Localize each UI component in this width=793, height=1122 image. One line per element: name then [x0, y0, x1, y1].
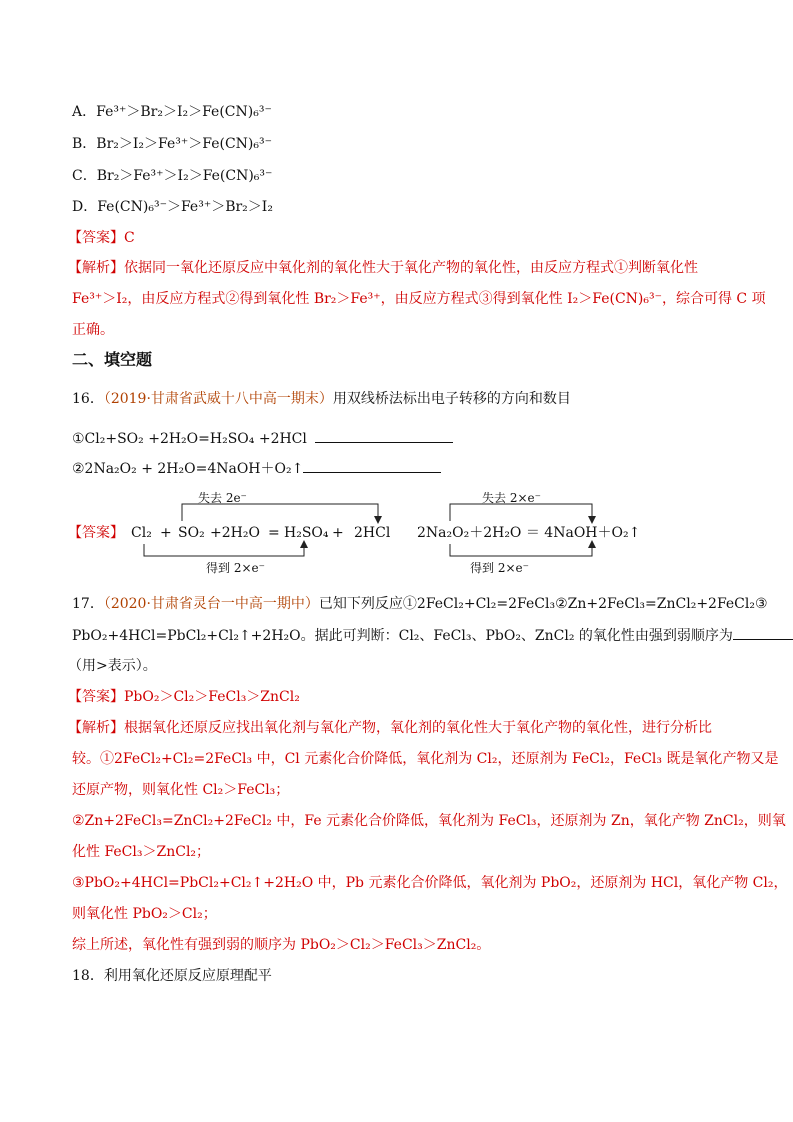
arrow-head — [588, 540, 596, 548]
q15-analysis-line-2: Fe³⁺＞I₂，由反应方程式②得到氧化性 Br₂＞Fe³⁺，由反应方程式③得到氧化性 I₂＞Fe(CN)₆³⁻，综合可得 C 项 — [72, 291, 766, 307]
q17-text: 已知下列反应①2FeCl₂+Cl₂=2FeCl₃②Zn+2FeCl₃=ZnCl₂+2FeCl₂③ — [318, 596, 768, 612]
q17-line-1 — [72, 594, 768, 614]
option-b-text: Br₂＞I₂＞Fe³⁺＞Fe(CN)₆³⁻ — [96, 136, 273, 152]
term-h2so4: H₂SO₄ — [284, 525, 329, 541]
option-d-label: D． — [72, 199, 98, 215]
answer-blank[interactable] — [733, 625, 793, 640]
equation-text: ②2Na₂O₂ + 2H₂O=4NaOH＋O₂↑ — [72, 461, 304, 477]
q17-number: 17． — [72, 596, 104, 612]
gain-label-2: 得到 2×e⁻ — [470, 561, 529, 575]
diagram2-equation: 2Na₂O₂＋2H₂O ＝ 4NaOH＋O₂↑ — [417, 525, 641, 541]
q17-text: PbO₂+4HCl=PbCl₂+Cl₂↑+2H₂O。据此可判断：Cl₂、FeCl₃、PbO₂、ZnCl₂ 的氧化性由强到弱顺序为 — [72, 628, 733, 644]
lose-label-1: 失去 2e⁻ — [198, 491, 247, 505]
option-a-text: Fe³⁺＞Br₂＞I₂＞Fe(CN)₆³⁻ — [96, 104, 272, 120]
analysis-tag: 【解析】 — [68, 720, 124, 736]
lose-label-2: 失去 2×e⁻ — [482, 491, 541, 505]
q17-answer — [68, 687, 300, 707]
answer-value: C — [124, 230, 135, 246]
gain-bracket-1 — [144, 544, 304, 556]
q15-answer — [68, 228, 135, 248]
q16-equation-2 — [72, 458, 441, 479]
q17-line-2 — [72, 625, 793, 646]
q16-prompt — [72, 389, 571, 409]
term-so2: SO₂ — [178, 525, 205, 541]
option-c-label: C． — [72, 168, 97, 184]
q17-line-3: （用>表示）。 — [68, 658, 157, 674]
q17-analysis-line-1 — [68, 718, 712, 738]
term-plus: + — [160, 525, 172, 541]
analysis-tag: 【解析】 — [68, 260, 124, 276]
arrow-head — [300, 540, 308, 548]
q16-number: 16． — [72, 391, 104, 407]
gain-bracket-2 — [450, 544, 592, 556]
equation-text: ①Cl₂+SO₂ +2H₂O=H₂SO₄ +2HCl — [72, 431, 307, 447]
option-c-text: Br₂＞Fe³⁺＞I₂＞Fe(CN)₆³⁻ — [96, 168, 273, 184]
q15-analysis-line-3: 正确。 — [72, 322, 114, 338]
option-d-text: Fe(CN)₆³⁻＞Fe³⁺＞Br₂＞I₂ — [97, 199, 273, 215]
arrow-head — [374, 516, 382, 524]
q18-number: 18． — [72, 968, 104, 984]
q16-equation-1 — [72, 428, 453, 449]
q17-analysis-line-7: 则氧化性 PbO₂＞Cl₂； — [72, 906, 217, 922]
q17-analysis-line-3: 还原产物，则氧化性 Cl₂＞FeCl₃； — [72, 782, 290, 798]
answer-blank[interactable] — [303, 458, 441, 473]
q18-text: 利用氧化还原反应原理配平 — [103, 968, 272, 984]
q17-analysis-line-2: 较。①2FeCl₂+Cl₂=2FeCl₃ 中，Cl 元素化合价降低，氧化剂为 Cl₂，还原剂为 FeCl₂，FeCl₃ 既是氧化产物又是 — [72, 751, 779, 767]
answer-blank[interactable] — [315, 428, 453, 443]
answer-value: PbO₂＞Cl₂＞FeCl₃＞ZnCl₂ — [124, 689, 300, 705]
term-2h2o: +2H₂O — [210, 525, 260, 541]
arrow-head — [588, 516, 596, 524]
option-b-label: B． — [72, 136, 97, 152]
q16-source: （2019·甘肃省武威十八中高一期末） — [103, 391, 333, 407]
lose-bracket-1 — [182, 504, 378, 521]
q15-analysis-line-1 — [68, 258, 698, 278]
q16-answer-tag: 【答案】 — [68, 525, 124, 541]
q18-prompt — [72, 966, 272, 986]
lose-bracket-2 — [450, 504, 592, 521]
option-a — [72, 102, 272, 122]
term-cl2: Cl₂ — [131, 525, 152, 541]
q16-text: 用双线桥法标出电子转移的方向和数目 — [332, 391, 571, 407]
option-a-label: A． — [72, 104, 97, 120]
option-d — [72, 197, 273, 217]
analysis-text: 依据同一氧化还原反应中氧化剂的氧化性大于氧化产物的氧化性，由反应方程式①判断氧化性 — [124, 260, 698, 276]
analysis-text: 根据氧化还原反应找出氧化剂与氧化产物，氧化剂的氧化性大于氧化产物的氧化性，进行分析比 — [124, 720, 712, 736]
q17-source: （2020·甘肃省灵台一中高一期中） — [103, 596, 319, 612]
q17-analysis-line-4: ②Zn+2FeCl₃=ZnCl₂+2FeCl₂ 中，Fe 元素化合价降低，氧化剂为 FeCl₃，还原剂为 Zn，氧化产物 ZnCl₂，则氧 — [72, 813, 786, 829]
q17-analysis-line-6: ③PbO₂+4HCl=PbCl₂+Cl₂↑+2H₂O 中，Pb 元素化合价降低，氧化剂为 PbO₂，还原剂为 HCl，氧化产物 Cl₂， — [72, 875, 788, 891]
answer-tag: 【答案】 — [68, 230, 124, 246]
answer-tag: 【答案】 — [68, 689, 124, 705]
gain-label-1: 得到 2×e⁻ — [206, 561, 265, 575]
section-title: 二、填空题 — [72, 350, 153, 369]
q16-answer-diagram — [68, 491, 641, 578]
q17-analysis-line-5: 化性 FeCl₃＞ZnCl₂； — [72, 844, 211, 860]
option-c — [72, 166, 272, 186]
option-b — [72, 134, 272, 154]
term-plus: + — [332, 525, 344, 541]
q17-analysis-line-8: 综上所述，氧化性有强到弱的顺序为 PbO₂＞Cl₂＞FeCl₃＞ZnCl₂。 — [72, 937, 491, 953]
term-equals: = — [268, 525, 280, 541]
term-2hcl: 2HCl — [354, 525, 391, 541]
